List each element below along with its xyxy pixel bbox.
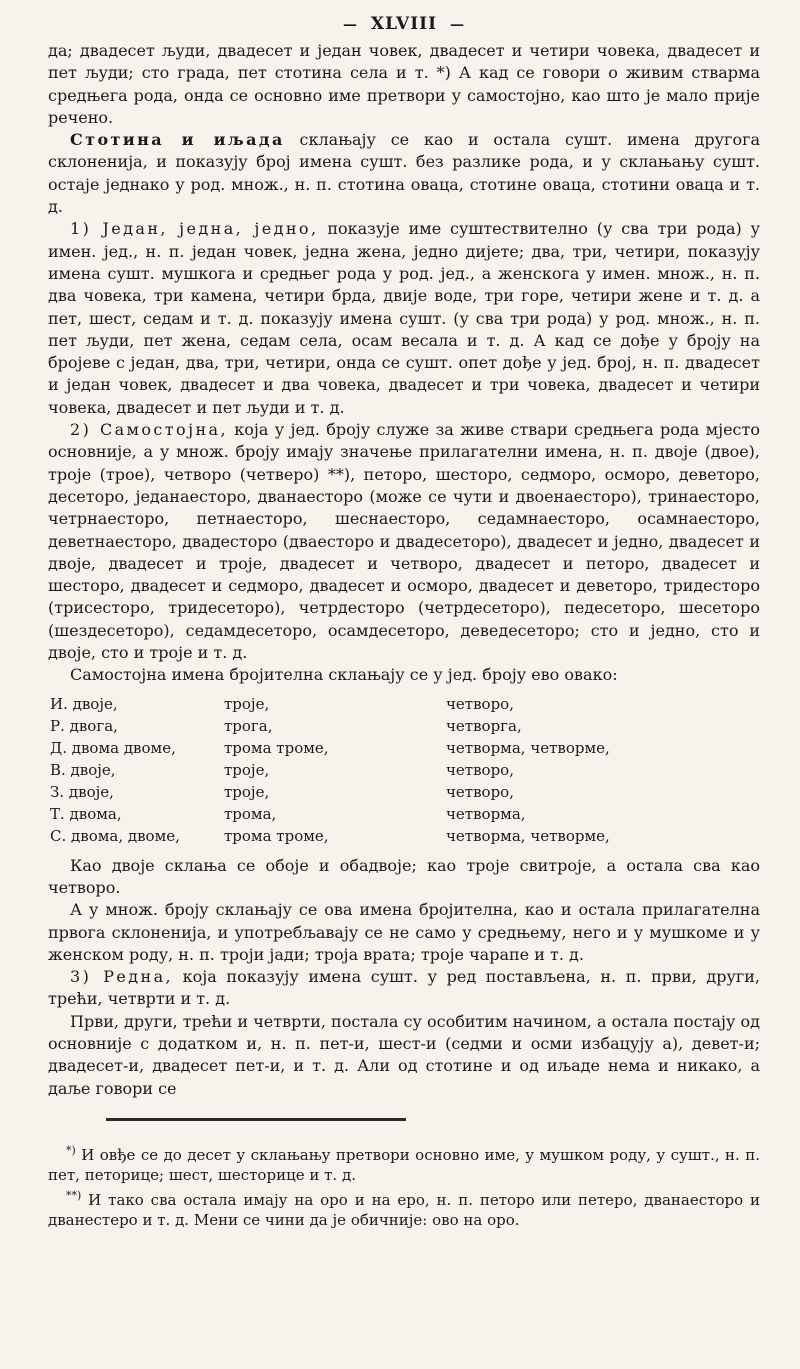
declension-cell: трома троме, (224, 826, 329, 845)
paragraph-3-text: показује име суштествително (у сва три рода) у имен. јед., н. п. један човек, једна жена, једно дијете; два, три, четири, показују имена сушт. мушкога и средњег рода у род. јед., а женскога у имен. множ., н. п. два човека, три камена, четири брда, двије воде, три горе, четири жене и т. д. а пет, шест, седам и т. д. показују имена сушт. (у сва три рода) у род. множ., н. п. пет људи, пет жена, седам села, осам весала и т. д. А кад се дође у броју на бројеве с један, два, три, четири, онда се сушт. опет дође у јед. број, н. п. двадесет и један човек, двадесет и два човека, двадесет и три човека, двадесет и четири човека, двадесет и пет људи и т. д. (48, 219, 761, 417)
footnote-2 (48, 1186, 760, 1231)
term-redna: 3) Редна, (70, 967, 174, 987)
declension-cell: Р. двога, (50, 716, 118, 735)
page-number: XLVIII (370, 14, 438, 34)
paragraph-2-text: склањају се као и остала сушт. имена другога склоненија, и показују број имена сушт. без разлике рода, и у склањању сушт. остаје једнако у род. множ., н. п. стотина оваца, стотине оваца, стотини оваца и т. д. (48, 130, 760, 217)
footnote-2-text: И тако сва остала имају на оро и на еро, н. п. петоро или петеро, дванаесторо и дванестеро и т. д. Мени се чини да је обичније: ово на оро. (48, 1190, 760, 1230)
declension-cell: Д. двома двоме, (50, 738, 176, 757)
footnote-1-text: И овђе се до десет у склањању претвори основно име, у мушком роду, у сушт., н. п. пет, петорице; шест, шесторице и т. д. (48, 1145, 760, 1185)
header-dash-right: — (450, 17, 466, 33)
footnote-2-mark: **) (66, 1188, 82, 1202)
declension-cell: трома, (224, 804, 277, 823)
declension-cell: троје, (224, 760, 270, 779)
page-header (48, 14, 760, 34)
footnote-1-mark: *) (66, 1143, 76, 1157)
paragraph-4 (48, 419, 760, 664)
term-samostojna: 2) Самостојна, (70, 420, 228, 440)
paragraph-8-text: која показују имена сушт. у ред постављена, н. п. први, други, трећи, четврти и т. д. (48, 967, 761, 1009)
declension-cell: четворма, четворме, (446, 826, 610, 845)
declension-cell: четворо, (446, 694, 514, 713)
declension-cell: троје, (224, 694, 270, 713)
paragraph-8 (48, 966, 760, 1011)
footnotes (48, 1141, 760, 1231)
header-dash-left: — (342, 17, 358, 33)
declension-cell: четворо, (446, 760, 514, 779)
paragraph-4-text: која у јед. броју служе за живе ствари средњега рода мјесто основније, а у множ. броју имају значење прилагателни имена, н. п. двоје (двое), троје (трое), четворо (четверо) **), петоро, шесторо, седморо, осморо, деветоро, десеторо, једанаесторо, дванаесторо (може се чути и двоенаесторо), тринаесторо, четрнаесторо, петнаесторо, шеснаесторо, седамнаесторо, осамнаесторо, деветнаесторо, двадесторо (дваесторо и двадесеторо), двадесет и једно, двадесет и двоје, двадесет и троје, двадесет и четворо, двадесет и петоро, двадесет и шесторо, двадесет и седморо, двадесет и осморо, двадесет и деветоро, тридесторо (трисесторо, тридесеторо), четрдесторо (четрдесеторо), педесеторо, шесеторо (шездесеторо), седамдесеторо, осамдесеторо, деведесеторо; сто и једно, сто и двоје, сто и троје и т. д. (48, 420, 760, 663)
declension-cell: И. двоје, (50, 694, 118, 713)
declension-cell: четворма, четворме, (446, 738, 610, 757)
declension-cell: трога, (224, 716, 273, 735)
declension-cell: четворо, (446, 782, 514, 801)
term-jedan: 1) Један, једна, једно, (70, 219, 319, 239)
declension-table (50, 693, 760, 847)
main-text (48, 40, 760, 687)
paragraph-7: А у множ. броју склањају се ова имена бројителна, као и остала прилагателна првога склоненија, и употребљавају се не само у средњему, него и у мушкоме и у женском роду, н. п. троји јади; троја врата; троје чарапе и т. д. (48, 900, 760, 964)
declension-cell: четворма, (446, 804, 526, 823)
declension-cell: четворга, (446, 716, 522, 735)
paragraph-2 (48, 129, 760, 218)
declension-cell: трома троме, (224, 738, 329, 757)
declension-cell: Т. двома, (50, 804, 122, 823)
declension-cell: З. двоје, (50, 782, 114, 801)
paragraph-6: Као двоје склања се обоје и обадвоје; као троје свитроје, а остала сва као четворо. (48, 855, 760, 897)
paragraph-1: да; двадесет људи, двадесет и један човек, двадесет и четири човека, двадесет и пет људи; сто града, пет стотина села и т. *) А кад се говори о живим стварма средњега рода, онда се основно име претвори у самостојно, као што је мало прије речено. (48, 41, 760, 127)
declension-cell: В. двоје, (50, 760, 116, 779)
main-text-continued (48, 855, 760, 1100)
paragraph-5: Самостојна имена бројителна склањају се у јед. броју ево овако: (70, 665, 618, 685)
footnote-1 (48, 1141, 760, 1186)
footnote-divider (106, 1118, 406, 1121)
declension-cell: троје, (224, 782, 270, 801)
declension-cell: С. двома, двоме, (50, 826, 180, 845)
paragraph-3 (48, 218, 760, 419)
term-stotina-iljada: Стотина и иљада (70, 130, 285, 150)
paragraph-9: Први, други, трећи и четврти, постала су особитим начином, а остала постају од основније с додатком и, н. п. пет-и, шест-и (седми и осми избацују а), девет-и; двадесет-и, двадесет пет-и, и т. д. Али од стотине и од иљаде нема и никако, а даље говори се (48, 1011, 760, 1098)
